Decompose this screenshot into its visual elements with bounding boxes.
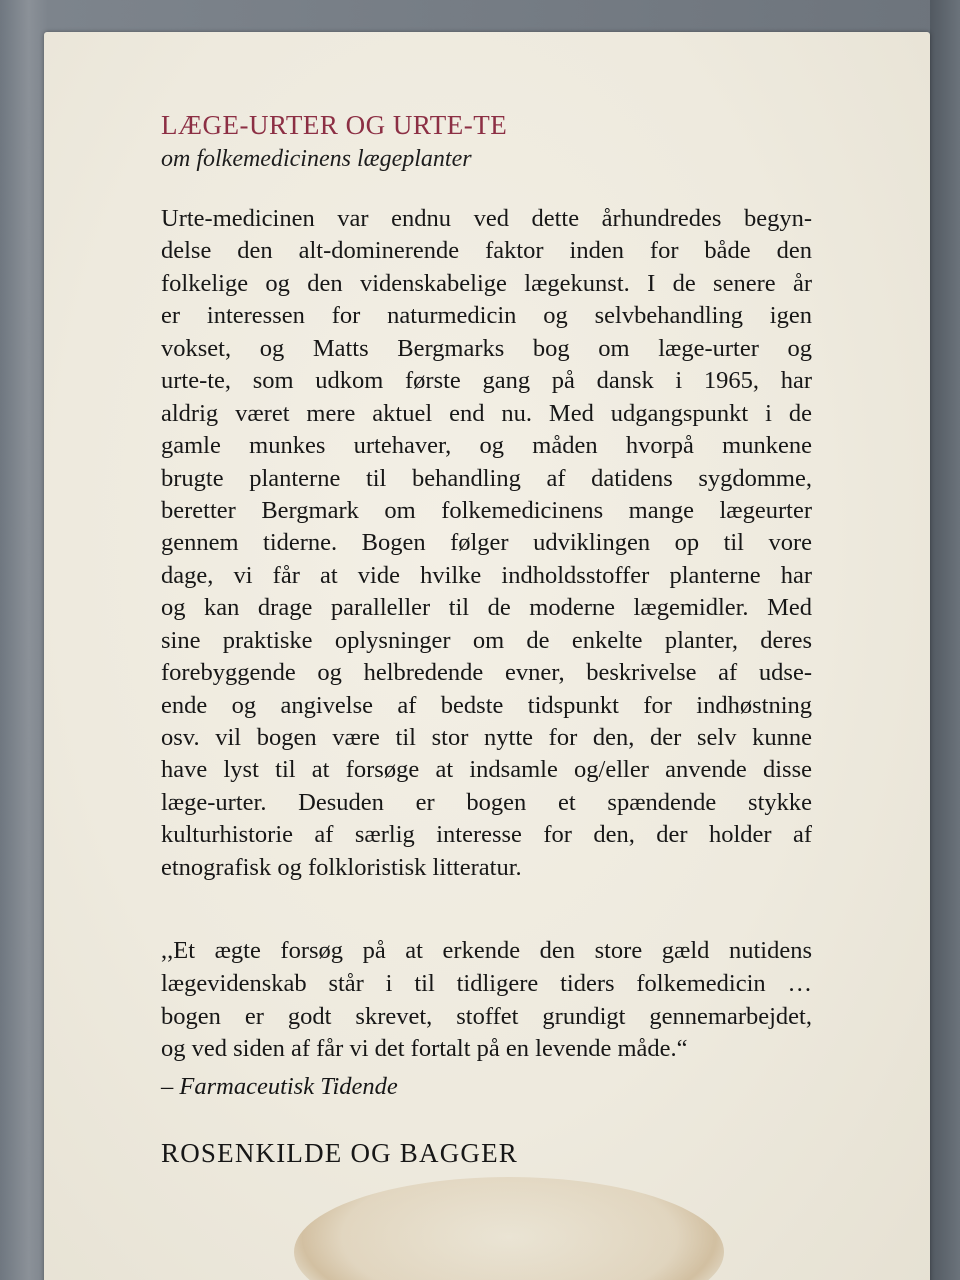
table-surface xyxy=(930,0,960,1280)
review-quote xyxy=(161,935,812,1066)
blurb-paragraph xyxy=(161,203,812,884)
book-subtitle: om folkemedicinens lægeplanter xyxy=(161,146,472,172)
blurb-line: have lyst til at forsøge at indsamle og/eller anvende disse xyxy=(161,756,812,784)
blurb-line: Urte-medicinen var endnu ved dette århundredes begyn- xyxy=(161,205,812,232)
blurb-line: kulturhistorie af særlig interesse for den, der holder af xyxy=(161,821,812,849)
blurb-line: ende og angivelse af bedste tidspunkt for indhøstning xyxy=(161,691,812,719)
publisher-name: ROSENKILDE OG BAGGER xyxy=(161,1138,518,1168)
water-stain xyxy=(294,1177,724,1280)
quote-line: ,,Et ægte forsøg på at erkende den store gæld nutidens xyxy=(161,937,812,964)
blurb-line: gennem tiderne. Bogen følger udviklingen op til vore xyxy=(161,529,812,557)
blurb-line: brugte planterne til behandling af datidens sygdomme, xyxy=(161,464,812,492)
quote-attribution: – Farmaceutisk Tidende xyxy=(161,1073,398,1100)
blurb-line: osv. vil bogen være til stor nytte for den, der selv kunne xyxy=(161,724,812,751)
blurb-line: gamle munkes urtehaver, og måden hvorpå munkene xyxy=(161,432,812,460)
blurb-line: sine praktiske oplysninger om de enkelte planter, deres xyxy=(161,626,812,654)
blurb-line: forebyggende og helbredende evner, beskrivelse af udse- xyxy=(161,659,812,687)
blurb-line: folkelige og den videnskabelige lægekunst. I de senere år xyxy=(161,269,812,297)
blurb-line: delse den alt-dominerende faktor inden for både den xyxy=(161,237,812,265)
blurb-line: etnografisk og folkloristisk litteratur. xyxy=(161,853,522,881)
book-title: LÆGE-URTER OG URTE-TE xyxy=(161,110,508,140)
quote-line: lægevidenskab står i til tidligere tiders folkemedicin … xyxy=(161,969,812,997)
quote-line: og ved siden af får vi det fortalt på en levende måde.“ xyxy=(161,1035,688,1063)
quote-line: bogen er godt skrevet, stoffet grundigt gennemarbejdet, xyxy=(161,1002,812,1030)
blurb-line: aldrig været mere aktuel end nu. Med udgangspunkt i de xyxy=(161,399,812,427)
blurb-line: dage, vi får at vide hvilke indholdsstoffer planterne har xyxy=(161,561,812,589)
blurb-line: urte-te, som udkom første gang på dansk i 1965, har xyxy=(161,367,812,395)
blurb-line: er interessen for naturmedicin og selvbehandling igen xyxy=(161,302,812,330)
blurb-line: læge-urter. Desuden er bogen et spændende stykke xyxy=(161,788,812,816)
blurb-line: vokset, og Matts Bergmarks bog om læge-urter og xyxy=(161,334,812,362)
blurb-line: og kan drage paralleller til de moderne lægemidler. Med xyxy=(161,594,812,622)
blurb-line: beretter Bergmark om folkemedicinens mange lægeurter xyxy=(161,496,812,524)
